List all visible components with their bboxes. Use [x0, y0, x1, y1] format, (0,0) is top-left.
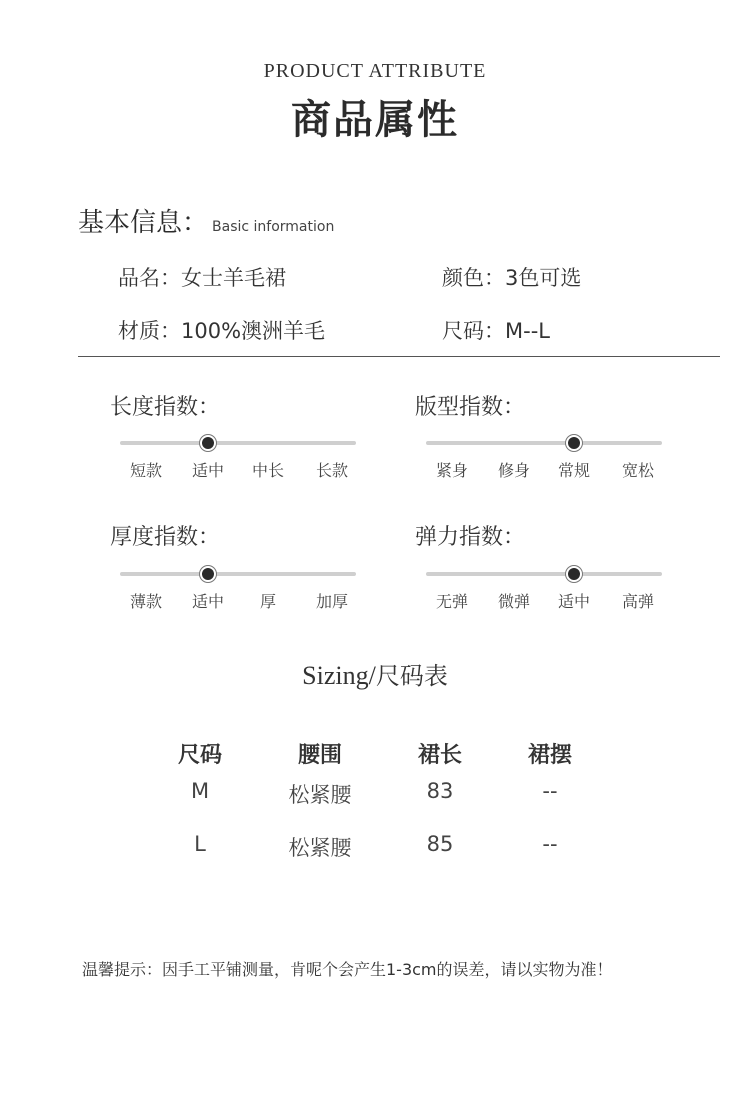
elasticity-index-tick: 微弹	[497, 592, 530, 611]
info-size: 尺码：M--L	[442, 319, 550, 343]
length-index-tick: 短款	[129, 461, 162, 480]
basic-info-heading	[78, 202, 334, 239]
size-table-cell: 松紧腰	[288, 783, 352, 807]
size-table-cell: --	[542, 832, 558, 856]
sizing-title	[0, 656, 750, 691]
basic-info-title: 基本信息：	[78, 208, 209, 238]
size-table-header: 腰围	[297, 743, 342, 768]
measurement-tip: 温馨提示：因手工平铺测量，肯呢个会产生1-3cm的误差，请以实物为准！	[82, 960, 613, 979]
thickness-index-tick: 薄款	[129, 592, 162, 611]
thickness-index-tick: 加厚	[315, 592, 348, 611]
size-table-cell: 松紧腰	[288, 836, 352, 860]
fit-index-tick: 紧身	[435, 461, 468, 480]
info-color: 颜色：3色可选	[442, 266, 582, 290]
elasticity-index-marker	[568, 568, 580, 580]
fit-index-tick: 常规	[557, 461, 590, 480]
sizing-title-en: Sizing/	[302, 661, 376, 690]
size-table-cell: M	[190, 779, 210, 803]
fit-index-tick: 修身	[497, 461, 530, 480]
length-index-tick: 长款	[315, 461, 348, 480]
fit-index-marker	[568, 437, 580, 449]
length-index-label: 长度指数：	[110, 395, 221, 420]
size-table-cell: 85	[426, 832, 454, 856]
length-index-marker	[202, 437, 214, 449]
elasticity-index-tick: 适中	[557, 592, 590, 611]
elasticity-index-track	[426, 572, 662, 576]
product-attribute-title-en: PRODUCT ATTRIBUTE	[263, 60, 487, 82]
sizing-title-cn: 尺码表	[375, 662, 448, 690]
size-table-header: 裙长	[417, 743, 462, 768]
elasticity-index-label: 弹力指数：	[415, 525, 526, 550]
length-index-tick: 中长	[251, 461, 284, 480]
thickness-index-label: 厚度指数：	[110, 525, 221, 550]
thickness-index-tick: 适中	[191, 592, 224, 611]
info-material: 材质：100%澳洲羊毛	[118, 319, 326, 343]
length-index-tick: 适中	[191, 461, 224, 480]
size-table-cell: 83	[426, 779, 454, 803]
size-table-header: 裙摆	[527, 743, 572, 768]
length-index-track	[120, 441, 356, 445]
thickness-index-track	[120, 572, 356, 576]
info-product-name: 品名：女士羊毛裙	[118, 266, 286, 290]
size-table-cell: L	[194, 832, 206, 856]
basic-info-title-en: Basic information	[212, 219, 335, 235]
elasticity-index-tick: 高弹	[621, 592, 654, 611]
size-table-header: 尺码	[177, 743, 222, 768]
size-table-cell: --	[542, 779, 558, 803]
thickness-index-tick: 厚	[259, 592, 276, 611]
elasticity-index-tick: 无弹	[435, 592, 468, 611]
fit-index-track	[426, 441, 662, 445]
fit-index-tick: 宽松	[621, 461, 654, 480]
product-attribute-title-cn: 商品属性	[291, 97, 459, 143]
fit-index-label: 版型指数：	[415, 395, 526, 420]
section-divider	[78, 356, 720, 357]
thickness-index-marker	[202, 568, 214, 580]
